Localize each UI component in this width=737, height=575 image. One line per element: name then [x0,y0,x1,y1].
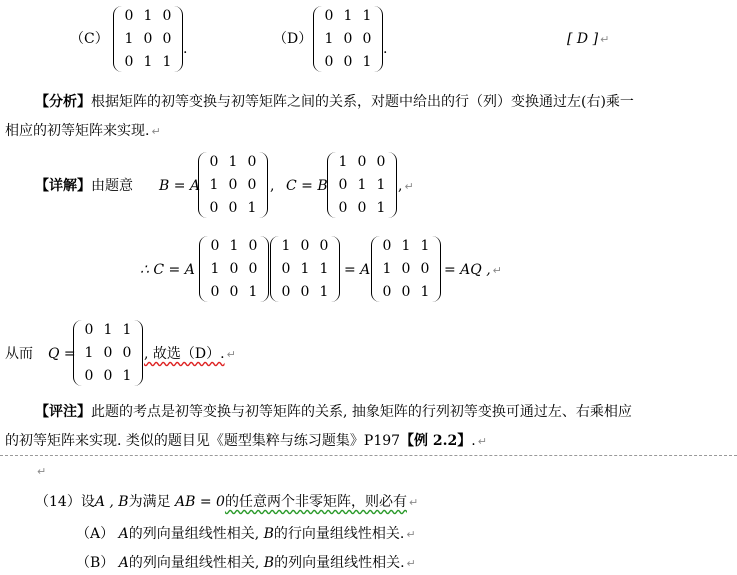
matrix-entry: 1 [362,54,372,70]
matrix-entry: 0 [228,200,238,216]
matrix-entry: 0 [319,238,329,254]
comma: , ↵ [398,178,414,194]
right-paren [388,152,397,218]
section-divider [0,455,737,456]
matrix-entry: 1 [401,238,411,254]
analysis-line-2: 相应的初等矩阵来实现. ↵ [5,123,161,139]
matrix-entry: 1 [319,261,329,277]
option-c-label: （C） [70,31,109,47]
choose-text: , 故选（D）. ↵ [144,346,236,362]
matrix-entry: 1 [247,200,257,216]
matrix-entry: 0 [143,31,153,47]
matrix-entry: 0 [376,154,386,170]
option-d-matrix [313,6,383,72]
comment-heading: 【评注】 [35,404,91,420]
matrix-entry: 1 [209,177,219,193]
matrix-entry: 1 [382,261,392,277]
matrix-entry: 0 [84,322,94,338]
matrix-entry: 0 [162,31,172,47]
matrix-entry: 1 [357,177,367,193]
matrix-entry: 0 [124,8,134,24]
c-equation: C = B [286,178,328,194]
matrix-entry: 1 [300,261,310,277]
matrix-entry: 1 [84,345,94,361]
matrix-entry: 1 [210,261,220,277]
matrix-entry: 1 [420,284,430,300]
q-matrix [73,320,143,386]
matrix-entry: 1 [319,284,329,300]
b-equation: B = A [159,178,201,194]
matrix-entry: 1 [338,154,348,170]
matrix-entry: 0 [401,261,411,277]
matrix-entry: 0 [338,200,348,216]
matrix-entry: 0 [229,261,239,277]
answer-bracket: [ D ] ↵ [567,31,610,47]
matrix-entry: 0 [300,284,310,300]
therefore-equation: ∴ C = A [140,262,195,278]
right-paren [259,152,268,218]
matrix-entry: 0 [324,8,334,24]
q-equation: Q = [48,346,76,362]
example-ref: 【例 2.2】 [400,433,472,449]
equals-aq: = AQ , ↵ [444,262,502,278]
result-matrix [371,236,441,302]
matrix-entry: 0 [84,368,94,384]
right-paren [134,320,143,386]
matrix-entry: 0 [343,31,353,47]
matrix-entry: 1 [376,177,386,193]
matrix-entry: 0 [382,238,392,254]
matrix-entry: 0 [122,345,132,361]
matrix-entry: 1 [229,238,239,254]
right-paren [374,6,383,72]
matrix-entry: 1 [420,238,430,254]
matrix-entry: 1 [228,154,238,170]
hence-label: 从而 [5,346,33,362]
matrix-entry: 0 [382,284,392,300]
question-14-option-a: （A） A的列向量组线性相关, B的行向量组线性相关. ↵ [76,526,416,542]
matrix-entry: 1 [103,322,113,338]
matrix-entry: 1 [324,31,334,47]
comment-line-1: 【评注】此题的考点是初等变换与初等矩阵的关系, 抽象矩阵的行列初等变换可通过左、右乘相应 [35,404,632,420]
b-matrix [198,152,268,218]
option-d-label: （D） [273,31,313,47]
detail-heading: 【详解】 [35,178,91,194]
matrix-entry: 0 [209,200,219,216]
matrix-entry: 0 [247,177,257,193]
comma: , [270,178,275,194]
matrix-entry: 0 [420,261,430,277]
matrix-entry: 0 [103,368,113,384]
matrix-entry: 0 [343,54,353,70]
period: . [183,41,188,57]
matrix-entry: 0 [357,200,367,216]
matrix-entry: 1 [162,54,172,70]
question-14-stem: （14）设A , B为满足 AB = 0的任意两个非零矩阵，则必有 ↵ [35,494,419,510]
matrix-entry: 0 [209,154,219,170]
matrix-entry: 1 [343,8,353,24]
period: . [383,41,388,57]
product-matrix-1 [199,236,269,302]
product-matrix-2 [270,236,340,302]
matrix-entry: 0 [300,238,310,254]
detail-intro: 【详解】由题意 [35,178,133,194]
comment-line-2: 的初等矩阵来实现. 类似的题目见《题型集粹与练习题集》P197【例 2.2】. ↵ [5,433,487,449]
analysis-heading: 【分析】 [35,94,91,110]
matrix-entry: 1 [281,238,291,254]
right-paren [260,236,269,302]
matrix-entry: 0 [210,284,220,300]
matrix-entry: 1 [362,8,372,24]
right-paren [432,236,441,302]
matrix-entry: 1 [122,322,132,338]
matrix-entry: 0 [248,238,258,254]
matrix-entry: 1 [143,8,153,24]
empty-paragraph-mark: ↵ [37,465,47,478]
matrix-entry: 1 [143,54,153,70]
matrix-entry: 0 [324,54,334,70]
c-matrix [327,152,397,218]
matrix-entry: 1 [124,31,134,47]
matrix-entry: 0 [228,177,238,193]
matrix-entry: 0 [103,345,113,361]
analysis-line-1: 【分析】根据矩阵的初等变换与初等矩阵之间的关系，对题中给出的行（列）变换通过左(右)乘一 [35,94,634,110]
matrix-entry: 1 [376,200,386,216]
matrix-entry: 1 [248,284,258,300]
matrix-entry: 0 [210,238,220,254]
question-14-option-b: （B） A的列向量组线性相关, B的列向量组线性相关. ↵ [76,555,416,571]
matrix-entry: 0 [281,284,291,300]
matrix-entry: 0 [162,8,172,24]
matrix-entry: 0 [229,284,239,300]
matrix-entry: 0 [248,261,258,277]
option-c-matrix [113,6,183,72]
equals-a: = A [344,262,371,278]
matrix-entry: 0 [338,177,348,193]
matrix-entry: 1 [122,368,132,384]
right-paren [174,6,183,72]
matrix-entry: 0 [247,154,257,170]
matrix-entry: 0 [362,31,372,47]
right-paren [331,236,340,302]
matrix-entry: 0 [357,154,367,170]
matrix-entry: 0 [401,284,411,300]
matrix-entry: 0 [124,54,134,70]
matrix-entry: 0 [281,261,291,277]
